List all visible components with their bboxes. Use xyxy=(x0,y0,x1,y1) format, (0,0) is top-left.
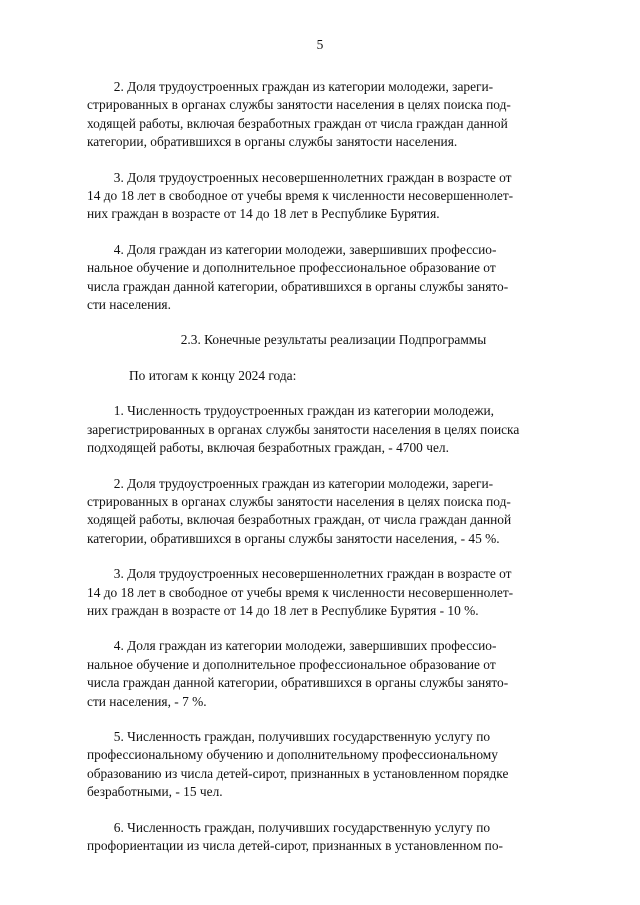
text-line: 4. Доля граждан из категории молодежи, завершивших профессио- xyxy=(87,638,497,654)
text-line: стрированных в органах службы занятости населения в целях поиска под- xyxy=(87,97,511,113)
text-line: 2. Доля трудоустроенных граждан из категории молодежи, зареги- xyxy=(87,79,494,94)
text-line: категории, обратившихся в органы службы занятости населения, - 45 %. xyxy=(87,530,500,546)
text-line: безработными, - 15 чел. xyxy=(87,784,223,800)
text-line: 2. Доля трудоустроенных граждан из категории молодежи, зареги- xyxy=(87,475,494,491)
text-line: сти населения. xyxy=(87,297,171,313)
section-heading: 2.3. Конечные результаты реализации Подпрограммы xyxy=(180,332,487,348)
result-item-3 xyxy=(87,565,580,620)
text-line: подходящей работы, включая безработных граждан, - 4700 чел. xyxy=(87,440,449,456)
text-line: числа граждан данной категории, обратившихся в органы службы занято- xyxy=(87,278,509,294)
result-item-5 xyxy=(87,728,580,802)
text-line: числа граждан данной категории, обратившихся в органы службы занято- xyxy=(87,675,509,691)
text-line: зарегистрированных в органах службы занятости населения в целях поиска xyxy=(87,421,520,437)
text-line: 14 до 18 лет в свободное от учебы время к численности несовершеннолет- xyxy=(87,584,514,600)
text-line: 6. Численность граждан, получивших государственную услугу по xyxy=(87,819,491,835)
result-item-6 xyxy=(87,819,580,856)
text-line: профориентации из числа детей-сирот, признанных в установленном по- xyxy=(87,838,503,853)
paragraph-indicator-2 xyxy=(87,78,580,152)
text-line: категории, обратившихся в органы службы занятости населения. xyxy=(87,134,458,150)
text-line: профессиональному обучению и дополнительному профессиональному xyxy=(87,747,498,763)
text-line: 1. Численность трудоустроенных граждан из категории молодежи, xyxy=(87,403,495,419)
text-line: сти населения, - 7 %. xyxy=(87,693,207,709)
page-number: 5 xyxy=(316,37,324,52)
text-line: 4. Доля граждан из категории молодежи, завершивших профессио- xyxy=(87,241,497,257)
text-line: 3. Доля трудоустроенных несовершеннолетних граждан в возрасте от xyxy=(87,169,512,185)
paragraph-indicator-4 xyxy=(87,241,580,315)
text-line: них граждан в возрасте от 14 до 18 лет в Республике Бурятия - 10 %. xyxy=(87,602,479,618)
text-line: 5. Численность граждан, получивших государственную услугу по xyxy=(87,728,491,744)
page-content xyxy=(87,78,580,872)
result-item-1 xyxy=(87,402,580,457)
text-line: нальное обучение и дополнительное профессиональное образование от xyxy=(87,260,496,276)
lead-text: По итогам к концу 2024 года: xyxy=(129,367,297,383)
result-item-2 xyxy=(87,475,580,549)
text-line: 3. Доля трудоустроенных несовершеннолетних граждан в возрасте от xyxy=(87,566,512,582)
text-line: них граждан в возрасте от 14 до 18 лет в Республике Бурятия. xyxy=(87,206,440,222)
text-line: ходящей работы, включая безработных граждан от числа граждан данной xyxy=(87,115,508,131)
result-item-4 xyxy=(87,637,580,711)
text-line: 14 до 18 лет в свободное от учебы время к численности несовершеннолет- xyxy=(87,188,514,204)
text-line: ходящей работы, включая безработных граждан, от числа граждан данной xyxy=(87,512,512,528)
paragraph-indicator-3 xyxy=(87,169,580,224)
text-line: образованию из числа детей-сирот, признанных в установленном порядке xyxy=(87,765,509,781)
text-line: стрированных в органах службы занятости населения в целях поиска под- xyxy=(87,493,511,509)
text-line: нальное обучение и дополнительное профессиональное образование от xyxy=(87,656,496,672)
